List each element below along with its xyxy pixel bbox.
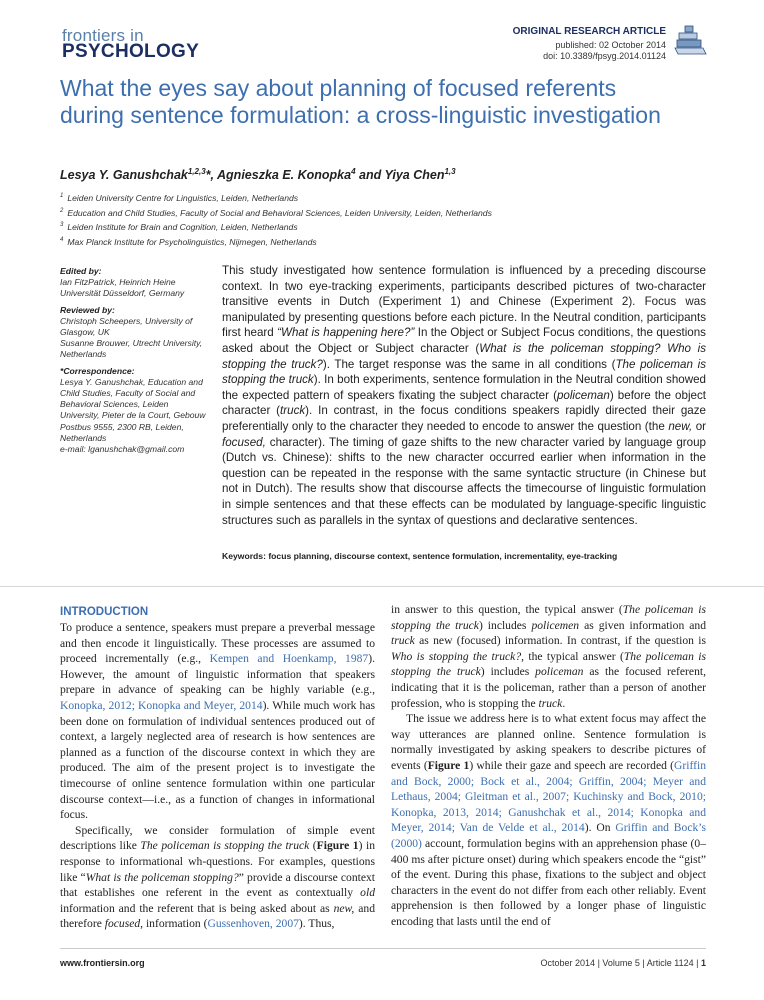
affiliation-text: Max Planck Institute for Psycholinguistics, Nijmegen, Netherlands bbox=[67, 236, 317, 247]
correspondence-address: Lesya Y. Ganushchak, Education and Child Studies, Faculty of Social and Behavioral Sciences, Leiden University, Pieter de la Court, Gebouw Postbus 9555, 2300 RB, Leiden, Netherlands bbox=[60, 376, 206, 443]
abstract-italic: The policeman is stopping the truck bbox=[222, 357, 706, 387]
citation-link[interactable]: Kempen and Hoenkamp, 1987 bbox=[209, 652, 369, 666]
text: . bbox=[562, 696, 566, 710]
citation-link[interactable]: Gussenhoven, 2007 bbox=[207, 917, 299, 931]
citation-link[interactable]: Konopka, 2012; Konopka and Meyer, 2014 bbox=[60, 698, 263, 712]
footer-divider bbox=[60, 948, 706, 949]
affiliation-text: Leiden Institute for Brain and Cognition, Leiden, Netherlands bbox=[67, 221, 298, 232]
author-1-affil: 1,2,3 bbox=[187, 167, 206, 176]
page-number: 1 bbox=[700, 958, 706, 968]
citation-link[interactable]: Griffin and Bock, 2000; Bock et al., 2004; Griffin, 2004; Meyer and Lethaus, 2004; Gleitman et al., 2007; Kuchinsky and Bock, 2010; Konopka, 2013, 2014; Ganushchak et al., 2014; Konopka and Meyer, 2014; Van de Velde et al., 2014 bbox=[391, 758, 706, 835]
abstract-text: character). The timing of gaze shifts to the new character varied by language group (Dutch vs. Chinese): shifts to the new character occurred earlier when information in the question can be repeated in the response with the same syntactic structure (in Chinese but not in Dutch). The results show that discourse affects the timecourse of linguistic formulation in simple sentences and that these effects can be modulated by language-specific linguistic structures such as parallels in the syntax of questions and declarative sentences. bbox=[222, 435, 706, 527]
author-3: Yiya Chen bbox=[384, 168, 445, 183]
edited-by-heading: Edited by: bbox=[60, 266, 102, 276]
text: and therefore bbox=[60, 901, 375, 931]
abstract-text: In the Object or Subject Focus conditions, the questions asked about the Object or Subject character ( bbox=[222, 326, 706, 355]
corresponding-mark: * bbox=[205, 168, 211, 183]
journal-logo-bottom: PSYCHOLOGY bbox=[62, 41, 200, 62]
italic-text: policeman bbox=[535, 665, 584, 679]
italic-text: The policeman is stopping the truck bbox=[391, 603, 706, 632]
text: ) while their gaze and speech are recorded ( bbox=[469, 758, 674, 772]
author-separator: and bbox=[355, 168, 385, 183]
citation-link[interactable]: Griffin and Bock’s (2000) bbox=[391, 821, 707, 850]
affiliations bbox=[60, 190, 492, 248]
text: ) in response to informational wh-questions. For examples, questions like “ bbox=[60, 839, 375, 884]
text: , information ( bbox=[140, 917, 208, 931]
italic-text: What is the policeman stopping? bbox=[85, 870, 239, 884]
affiliation bbox=[60, 190, 492, 205]
italic-text: truck bbox=[391, 634, 415, 648]
keywords bbox=[222, 551, 617, 561]
body-column-left bbox=[60, 620, 375, 932]
text: ). While much work has been done on formulation of individual sentences produced out of context, a largely neglected area of research is how sentences are planned as a function of the discourse context in which they are produced. The aim of the present project is to investigate the timecourse of online sentence formulation within one particular discourse context—i.e., as a function of changes in informational focus. bbox=[60, 698, 375, 822]
reviewer: Christoph Scheepers, University of Glasgow, UK bbox=[60, 315, 193, 338]
text: account, formulation begins with an apprehension phase (0–400 ms after picture onset) during which speakers encode the “gist” of the event. During this phase, fixations to the subject and object characters in the event do not differ from each other reliably. Event apprehension is then followed by a longer phase of linguistic encoding that lasts until the end of bbox=[391, 836, 706, 928]
abstract-text: This study investigated how sentence formulation is influenced by a preceding discourse context. In two eye-tracking experiments, participants described pictures of two-character transitive events in Dutch (Experiment 1) and Chinese (Experiment 2). Focus was manipulated by presenting questions before each picture. In the Neutral condition, participants first heard bbox=[222, 264, 706, 340]
italic-text: The policeman is stopping the truck bbox=[391, 649, 706, 679]
abstract-text: ). In both experiments, sentence formulation in the Neutral condition showed the expected pattern of speakers fixating the subject character ( bbox=[222, 373, 706, 402]
abstract bbox=[222, 263, 706, 528]
author-2-affil: 4 bbox=[351, 167, 356, 176]
text: as the focused referent, indicating that it is the policeman, rather than a person of another profession, who is stopping the bbox=[391, 665, 706, 710]
abstract-text: or bbox=[692, 419, 706, 433]
text: ) includes bbox=[478, 618, 532, 632]
introduction-heading: INTRODUCTION bbox=[60, 606, 149, 618]
doi: doi: 10.3389/fpsyg.2014.01124 bbox=[543, 51, 666, 61]
italic-text: focused bbox=[104, 917, 141, 931]
reviewed-by-heading: Reviewed by: bbox=[60, 304, 115, 315]
author-2: Agnieszka E. Konopka bbox=[217, 168, 352, 183]
keywords-list: focus planning, discourse context, sentence formulation, incrementality, eye-tracking bbox=[265, 551, 618, 561]
author-separator: , bbox=[210, 168, 218, 183]
footer-website[interactable]: www.frontiersin.org bbox=[60, 958, 145, 968]
italic-text: Who is stopping the truck? bbox=[391, 649, 522, 663]
text: ” provide a discourse context that establishes one referent in the event as contextually bbox=[60, 870, 376, 900]
abstract-italic: new, bbox=[668, 419, 693, 433]
abstract-text: ) before the object character ( bbox=[222, 388, 706, 418]
author-3-affil: 1,3 bbox=[444, 167, 456, 176]
paragraph bbox=[391, 602, 706, 711]
logo-icon bbox=[673, 24, 707, 58]
journal-logo-top: frontiers in bbox=[62, 26, 144, 45]
editorial-sidebar bbox=[60, 266, 210, 455]
article-type: ORIGINAL RESEARCH ARTICLE bbox=[512, 26, 666, 37]
italic-text: truck bbox=[538, 696, 563, 710]
abstract-text: ). In contrast, in the focus conditions speakers rapidly directed their gaze preferentially only to the character they needed to encode to answer the question (the bbox=[222, 404, 706, 433]
author-1: Lesya Y. Ganushchak bbox=[60, 168, 188, 183]
figure-link[interactable]: Figure 1 bbox=[316, 839, 359, 853]
article-title: What the eyes say about planning of focused referents during sentence formulation: a cross-linguistic investigation bbox=[60, 75, 661, 128]
abstract-italic: What is the policeman stopping? Who is stopping the truck? bbox=[222, 341, 706, 371]
text: in answer to this question, the typical answer ( bbox=[391, 603, 623, 616]
text: Specifically, we consider formulation of simple event descriptions like bbox=[60, 823, 375, 853]
text: ( bbox=[309, 839, 317, 853]
paragraph bbox=[391, 711, 706, 929]
body-column-right bbox=[391, 602, 706, 929]
text: ) includes bbox=[480, 665, 536, 679]
text: information and the referent that is being asked about as bbox=[60, 901, 334, 915]
correspondence-heading: *Correspondence: bbox=[60, 365, 135, 376]
italic-text: old bbox=[360, 886, 375, 900]
italic-text: The policeman is stopping the truck bbox=[140, 839, 310, 853]
editor: Ian FitzPatrick, Heinrich Heine Universität Düsseldorf, Germany bbox=[60, 277, 185, 299]
text: as given information and bbox=[579, 618, 706, 632]
abstract-text: ). The target response was the same in all conditions ( bbox=[322, 357, 616, 371]
italic-text: policemen bbox=[531, 618, 580, 632]
text: ). However, the amount of linguistic information that speakers prepare in advance of speaking can be highly variable (e.g., bbox=[60, 652, 375, 697]
affiliation-text: Education and Child Studies, Faculty of Social and Behavioral Sciences, Leiden University, Leiden, Netherlands bbox=[67, 207, 492, 218]
affiliation bbox=[60, 219, 492, 234]
abstract-italic: policeman bbox=[556, 388, 610, 402]
paragraph bbox=[60, 823, 375, 932]
abstract-italic: focused, bbox=[222, 435, 266, 449]
authors bbox=[60, 167, 456, 182]
reviewer: Susanne Brouwer, Utrecht University, Netherlands bbox=[60, 338, 203, 360]
text: ). On bbox=[584, 821, 616, 835]
text: The issue we address here is to what extent focus may affect the way utterances are planned online. Sentence formulation is normally investigated by asking speakers to describe pictures of events ( bbox=[391, 712, 706, 772]
text: , the typical answer ( bbox=[521, 649, 624, 663]
affiliation-number: 3 bbox=[60, 222, 64, 229]
footer-meta bbox=[541, 958, 706, 968]
text: To produce a sentence, speakers must prepare a preverbal message and then encode it linguistically. These processes are assumed to proceed incrementally (e.g., bbox=[60, 621, 375, 666]
affiliation-number: 4 bbox=[60, 236, 64, 243]
affiliation bbox=[60, 205, 492, 220]
italic-text: new, bbox=[333, 901, 355, 915]
figure-link[interactable]: Figure 1 bbox=[427, 758, 470, 772]
affiliation bbox=[60, 234, 492, 249]
affiliation-text: Leiden University Centre for Linguistics, Leiden, Netherlands bbox=[67, 192, 299, 203]
paragraph bbox=[60, 620, 375, 823]
publication-info bbox=[543, 40, 666, 62]
keywords-label: Keywords: bbox=[222, 551, 266, 561]
abstract-italic: “What is happening here?” bbox=[277, 326, 415, 340]
text: as new (focused) information. In contrast, if the question is bbox=[414, 634, 706, 648]
affiliation-number: 2 bbox=[60, 207, 64, 214]
footer-citation: October 2014 | Volume 5 | Article 1124 | bbox=[540, 958, 701, 968]
abstract-italic: truck bbox=[280, 404, 306, 418]
published-date: published: 02 October 2014 bbox=[555, 40, 666, 50]
text: ). Thus, bbox=[298, 917, 335, 931]
correspondence-email[interactable]: e-mail: lganushchak@gmail.com bbox=[60, 444, 185, 455]
affiliation-number: 1 bbox=[60, 193, 64, 199]
section-divider bbox=[0, 586, 764, 587]
